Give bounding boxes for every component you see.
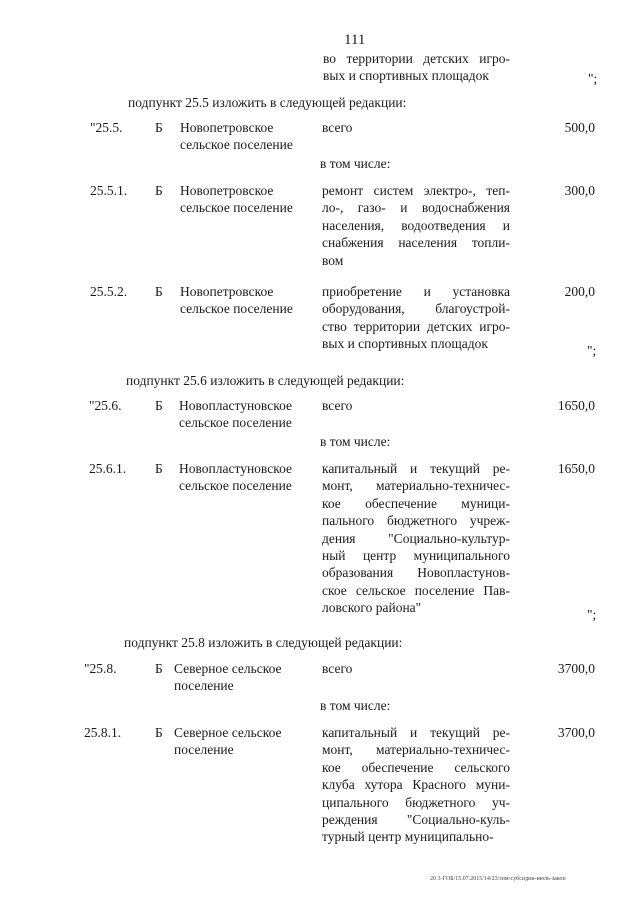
settlement-name-line: Новопетровское: [180, 183, 274, 198]
description-line: населения, водоотведения и: [322, 217, 510, 233]
in-that-number-label: в том числе:: [320, 156, 391, 171]
page-number: 111: [344, 32, 366, 48]
closing-quote-mark: ";: [587, 343, 597, 359]
description-line: приобретение и установка: [322, 284, 510, 299]
description-line: ское сельское поселение Пав-: [322, 582, 510, 598]
amount: 300,0: [564, 183, 595, 198]
item-number: 25.6.1.: [89, 461, 127, 476]
settlement-name-line: Новопластуновское: [179, 398, 292, 413]
settlement-name-line: сельское поселение: [180, 301, 293, 317]
item-category: Б: [155, 120, 163, 135]
in-that-number-label: в том числе:: [320, 698, 391, 713]
description-line: турный центр муниципально-: [322, 829, 494, 845]
amount: 1650,0: [557, 461, 595, 476]
amount: 3700,0: [557, 725, 595, 740]
description-line: капитальный и текущий ре-: [322, 725, 510, 740]
amount: 3700,0: [557, 661, 595, 676]
item-number: "25.8.: [84, 661, 117, 676]
description-line: ный центр муниципального: [322, 548, 510, 563]
in-that-number-label: в том числе:: [320, 434, 391, 449]
description-line: капитальный и текущий ре-: [322, 461, 510, 476]
item-number: "25.5.: [90, 120, 123, 135]
description-line: снабжения населения топли-: [322, 235, 510, 251]
section-heading: подпункт 25.5 изложить в следующей редакции:: [128, 95, 407, 110]
item-number: "25.6.: [89, 398, 122, 413]
item-number: 25.5.1.: [90, 183, 128, 198]
description-line: образования Новопластунов-: [322, 565, 510, 581]
amount: 500,0: [564, 120, 595, 135]
description-line: всего: [322, 661, 353, 676]
settlement-name-line: сельское поселение: [179, 415, 292, 431]
carryover-line: во территории детских игро-: [323, 51, 510, 66]
item-category: Б: [155, 284, 163, 299]
settlement-name-line: поселение: [174, 742, 234, 758]
closing-quote-mark: ";: [587, 607, 597, 623]
description-line: клуба хутора Красного муни-: [322, 777, 510, 793]
closing-quote-mark: ";: [588, 71, 598, 86]
settlement-name-line: поселение: [174, 678, 234, 694]
settlement-name-line: сельское поселение: [179, 478, 292, 494]
settlement-name-line: сельское поселение: [180, 137, 293, 153]
description-line: вых и спортивных площадок: [322, 336, 488, 352]
amount: 1650,0: [557, 398, 595, 413]
item-category: Б: [155, 183, 163, 198]
section-heading: подпункт 25.6 изложить в следующей редакции:: [126, 373, 405, 388]
settlement-name-line: Новопетровское: [180, 284, 274, 299]
description-line: вом: [322, 252, 344, 268]
item-category: Б: [155, 661, 163, 676]
description-line: ципального бюджетного уч-: [322, 794, 510, 810]
description-line: кое обеспечение сельского: [322, 759, 510, 775]
amount: 200,0: [564, 284, 595, 299]
carryover-line: вых и спортивных площадок: [323, 68, 489, 84]
settlement-name-line: сельское поселение: [180, 200, 293, 216]
settlement-name-line: Северное сельское: [174, 661, 282, 676]
description-line: оборудования, благоустрой-: [322, 301, 510, 317]
item-number: 25.8.1.: [84, 725, 122, 740]
description-line: всего: [322, 398, 353, 413]
settlement-name-line: Новопластуновское: [179, 461, 292, 476]
item-number: 25.5.2.: [90, 284, 128, 299]
item-category: Б: [155, 398, 163, 413]
description-line: реждения "Социально-куль-: [322, 812, 510, 827]
settlement-name-line: Северное сельское: [174, 725, 282, 740]
settlement-name-line: Новопетровское: [180, 120, 274, 135]
item-category: Б: [155, 725, 163, 740]
description-line: монт, материально-техничес-: [322, 742, 510, 758]
description-line: ство территории детских игро-: [322, 318, 510, 334]
description-line: всего: [322, 120, 353, 135]
item-category: Б: [155, 461, 163, 476]
footer-stamp: 20 3-ГОБ/15.07.2015/14:23/зпм-субсидии-июль-закон: [430, 876, 566, 882]
description-line: ло-, газо- и водоснабжения: [322, 200, 510, 216]
description-line: ремонт систем электро-, теп-: [322, 183, 510, 198]
section-heading: подпункт 25.8 изложить в следующей редакции:: [124, 635, 403, 650]
description-line: пального бюджетного учреж-: [322, 513, 510, 529]
description-line: дения "Социально-культур-: [322, 530, 510, 546]
description-line: ловского района": [322, 600, 422, 616]
description-line: кое обеспечение муници-: [322, 495, 510, 511]
description-line: монт, материально-техничес-: [322, 478, 510, 494]
